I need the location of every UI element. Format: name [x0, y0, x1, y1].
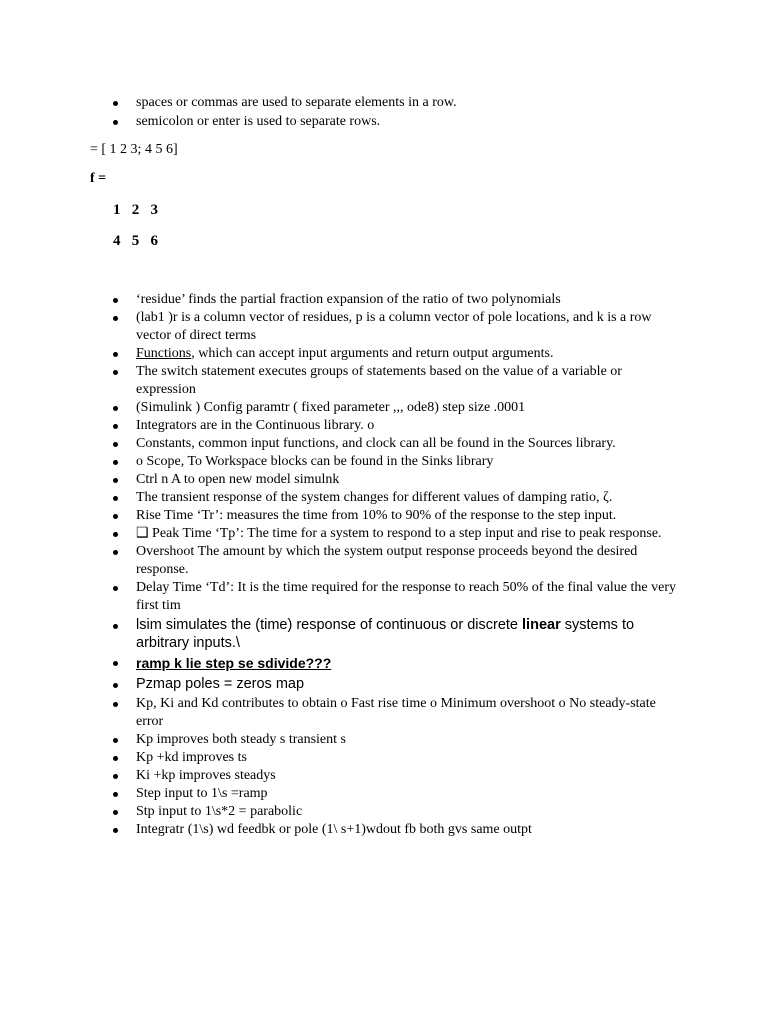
- list-item: Stp input to 1\s*2 = parabolic: [0, 803, 768, 821]
- bullet-list-main: [0, 291, 768, 839]
- list-item: Kp, Ki and Kd contributes to obtain o Fast rise time o Minimum overshoot o No steady-state error: [0, 695, 768, 731]
- list-item: Integratr (1\s) wd feedbk or pole (1\ s+1)wdout fb both gvs same outpt: [0, 821, 768, 839]
- functions-link[interactable]: Functions: [136, 346, 192, 361]
- list-item: Rise Time ‘Tr’: measures the time from 10% to 90% of the response to the step input.: [0, 507, 768, 525]
- list-item: ❑ Peak Time ‘Tp’: The time for a system to respond to a step input and rise to peak response.: [0, 525, 768, 543]
- list-item: lsim simulates the (time) response of continuous or discrete linear systems to arbitrary inputs.\: [0, 616, 768, 652]
- list-item: (lab1 )r is a column vector of residues, p is a column vector of pole locations, and k is a row vector of direct terms: [0, 309, 768, 345]
- f-label: f =: [90, 171, 107, 186]
- list-item: Kp improves both steady s transient s: [0, 731, 768, 749]
- list-item: spaces or commas are used to separate elements in a row.: [0, 94, 768, 112]
- list-item: Integrators are in the Continuous library. o: [0, 417, 768, 435]
- list-item: Kp +kd improves ts: [0, 749, 768, 767]
- list-item: Constants, common input functions, and clock can all be found in the Sources library.: [0, 435, 768, 453]
- list-item: Ctrl n A to open new model simulnk: [0, 471, 768, 489]
- list-item: The transient response of the system changes for different values of damping ratio, ζ.: [0, 489, 768, 507]
- list-item: Step input to 1\s =ramp: [0, 785, 768, 803]
- list-item: The switch statement executes groups of statements based on the value of a variable or expression: [0, 363, 768, 399]
- list-item: Delay Time ‘Td’: It is the time required for the response to reach 50% of the final value the very first tim: [0, 579, 768, 615]
- matrix-assignment: = [ 1 2 3; 4 5 6]: [90, 142, 178, 157]
- bullet-list-top: [0, 94, 768, 131]
- list-item: semicolon or enter is used to separate rows.: [0, 113, 768, 131]
- list-item: Ki +kp improves steadys: [0, 767, 768, 785]
- list-item: Functions, which can accept input arguments and return output arguments.: [0, 345, 768, 363]
- list-item: ‘residue’ finds the partial fraction expansion of the ratio of two polynomials: [0, 291, 768, 309]
- list-item: ramp k lie step se sdivide???: [0, 654, 768, 674]
- list-item: Pzmap poles = zeros map: [0, 675, 768, 693]
- matrix-row-2: 4 5 6: [113, 233, 158, 249]
- list-item: (Simulink ) Config paramtr ( fixed parameter ,,, ode8) step size .0001: [0, 399, 768, 417]
- matrix-row-1: 1 2 3: [113, 202, 158, 218]
- list-item: Overshoot The amount by which the system output response proceeds beyond the desired response.: [0, 543, 768, 579]
- list-item: o Scope, To Workspace blocks can be found in the Sinks library: [0, 453, 768, 471]
